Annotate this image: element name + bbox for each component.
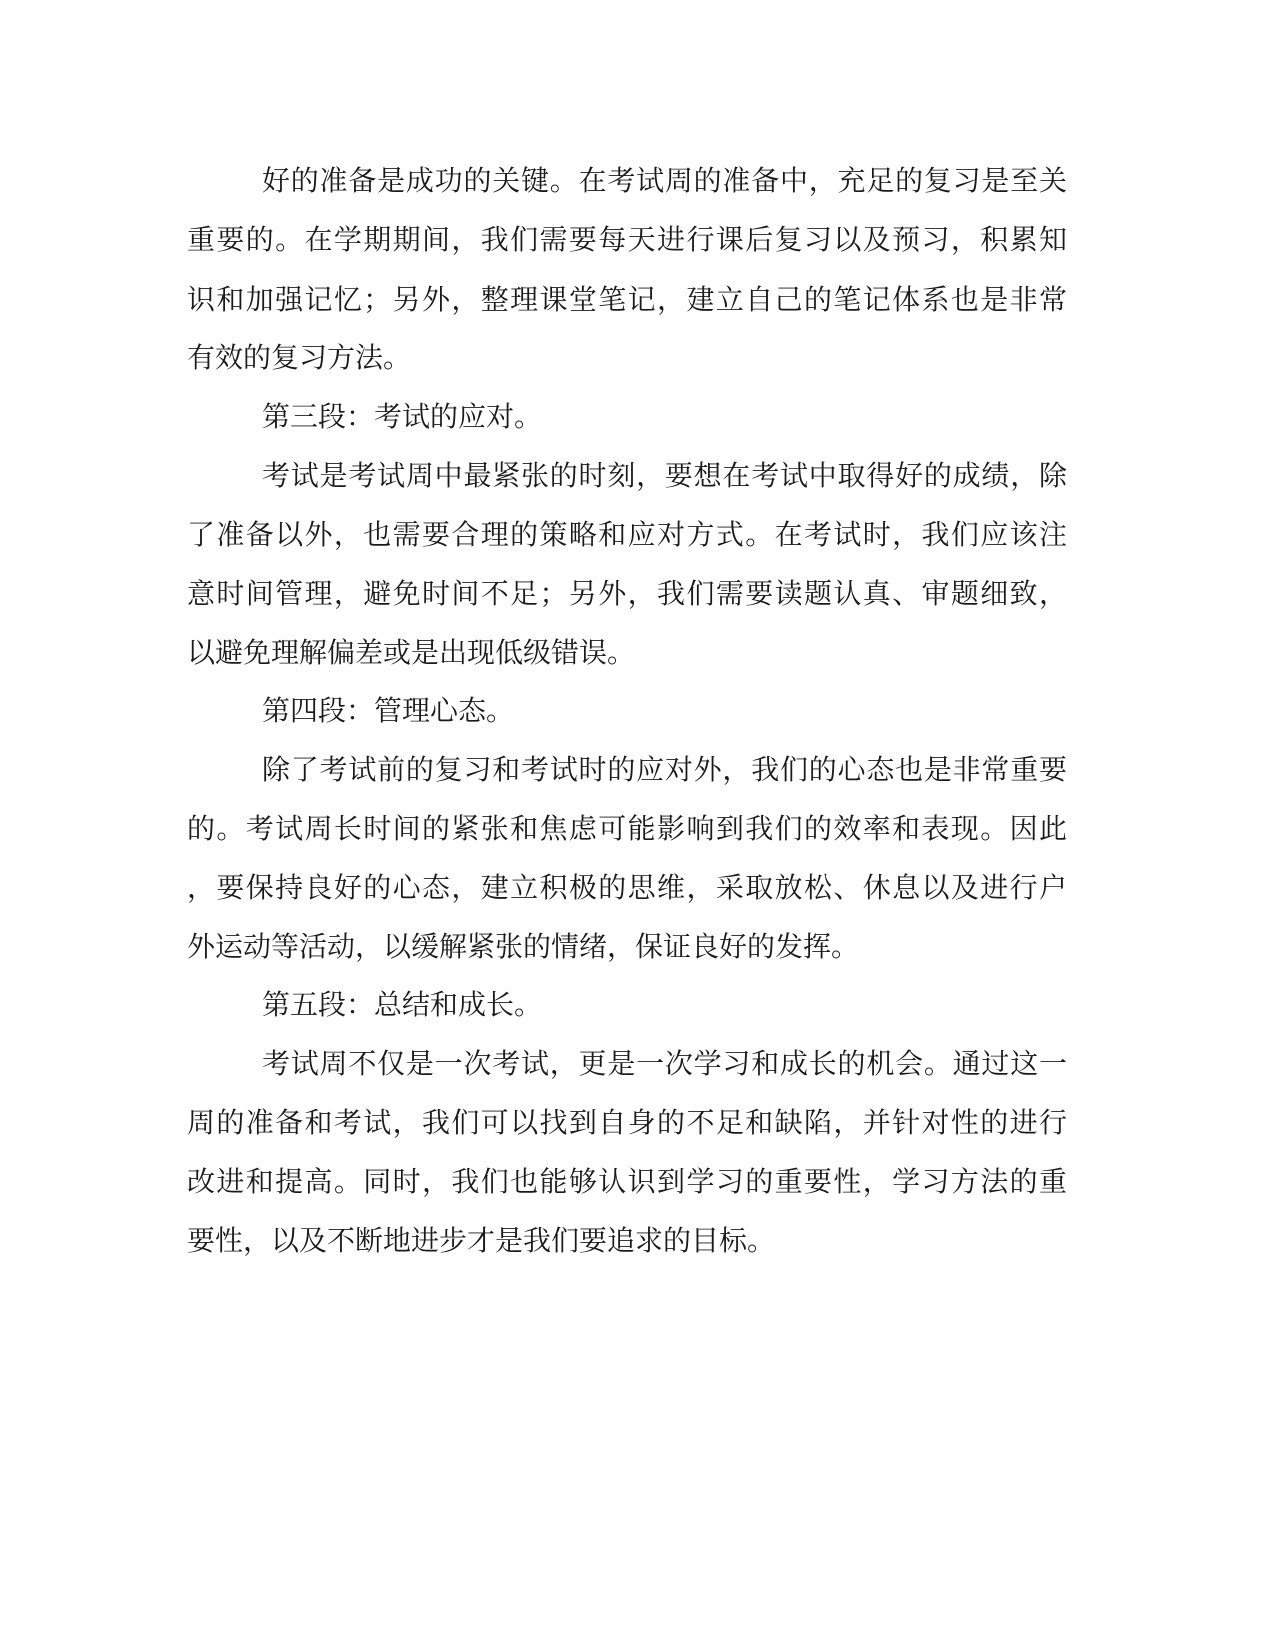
paragraph-line: 周的准备和考试，我们可以找到自身的不足和缺陷，并针对性的进行	[187, 1106, 1067, 1139]
paragraph-line: 有效的复习方法。	[187, 341, 412, 374]
paragraph-line: 外运动等活动，以缓解紧张的情绪，保证良好的发挥。	[187, 930, 860, 963]
paragraph-line: 除了考试前的复习和考试时的应对外，我们的心态也是非常重要	[262, 753, 1067, 786]
paragraph-line: 要性，以及不断地进步才是我们要追求的目标。	[187, 1224, 776, 1257]
paragraph-line: 以避免理解偏差或是出现低级错误。	[187, 636, 636, 669]
section-heading: 第五段：总结和成长。	[262, 988, 543, 1021]
section-heading: 第四段：管理心态。	[262, 694, 515, 727]
paragraph-line: 识和加强记忆；另外，整理课堂笔记，建立自己的笔记体系也是非常	[187, 283, 1067, 316]
paragraph-line: 好的准备是成功的关键。在考试周的准备中，充足的复习是至关	[262, 164, 1067, 197]
paragraph-line: 改进和提高。同时，我们也能够认识到学习的重要性，学习方法的重	[187, 1165, 1067, 1198]
paragraph-line: 考试周不仅是一次考试，更是一次学习和成长的机会。通过这一	[262, 1047, 1067, 1080]
paragraph-line: 了准备以外，也需要合理的策略和应对方式。在考试时，我们应该注	[187, 518, 1067, 551]
paragraph-line: ，要保持良好的心态，建立积极的思维，采取放松、休息以及进行户	[187, 871, 1067, 904]
paragraph-line: 的。考试周长时间的紧张和焦虑可能影响到我们的效率和表现。因此	[187, 812, 1067, 845]
paragraph-line: 考试是考试周中最紧张的时刻，要想在考试中取得好的成绩，除	[262, 459, 1067, 492]
paragraph-line: 重要的。在学期期间，我们需要每天进行课后复习以及预习，积累知	[187, 223, 1067, 256]
paragraph-line: 意时间管理，避免时间不足；另外，我们需要读题认真、审题细致，	[187, 577, 1067, 610]
section-heading: 第三段：考试的应对。	[262, 400, 543, 433]
